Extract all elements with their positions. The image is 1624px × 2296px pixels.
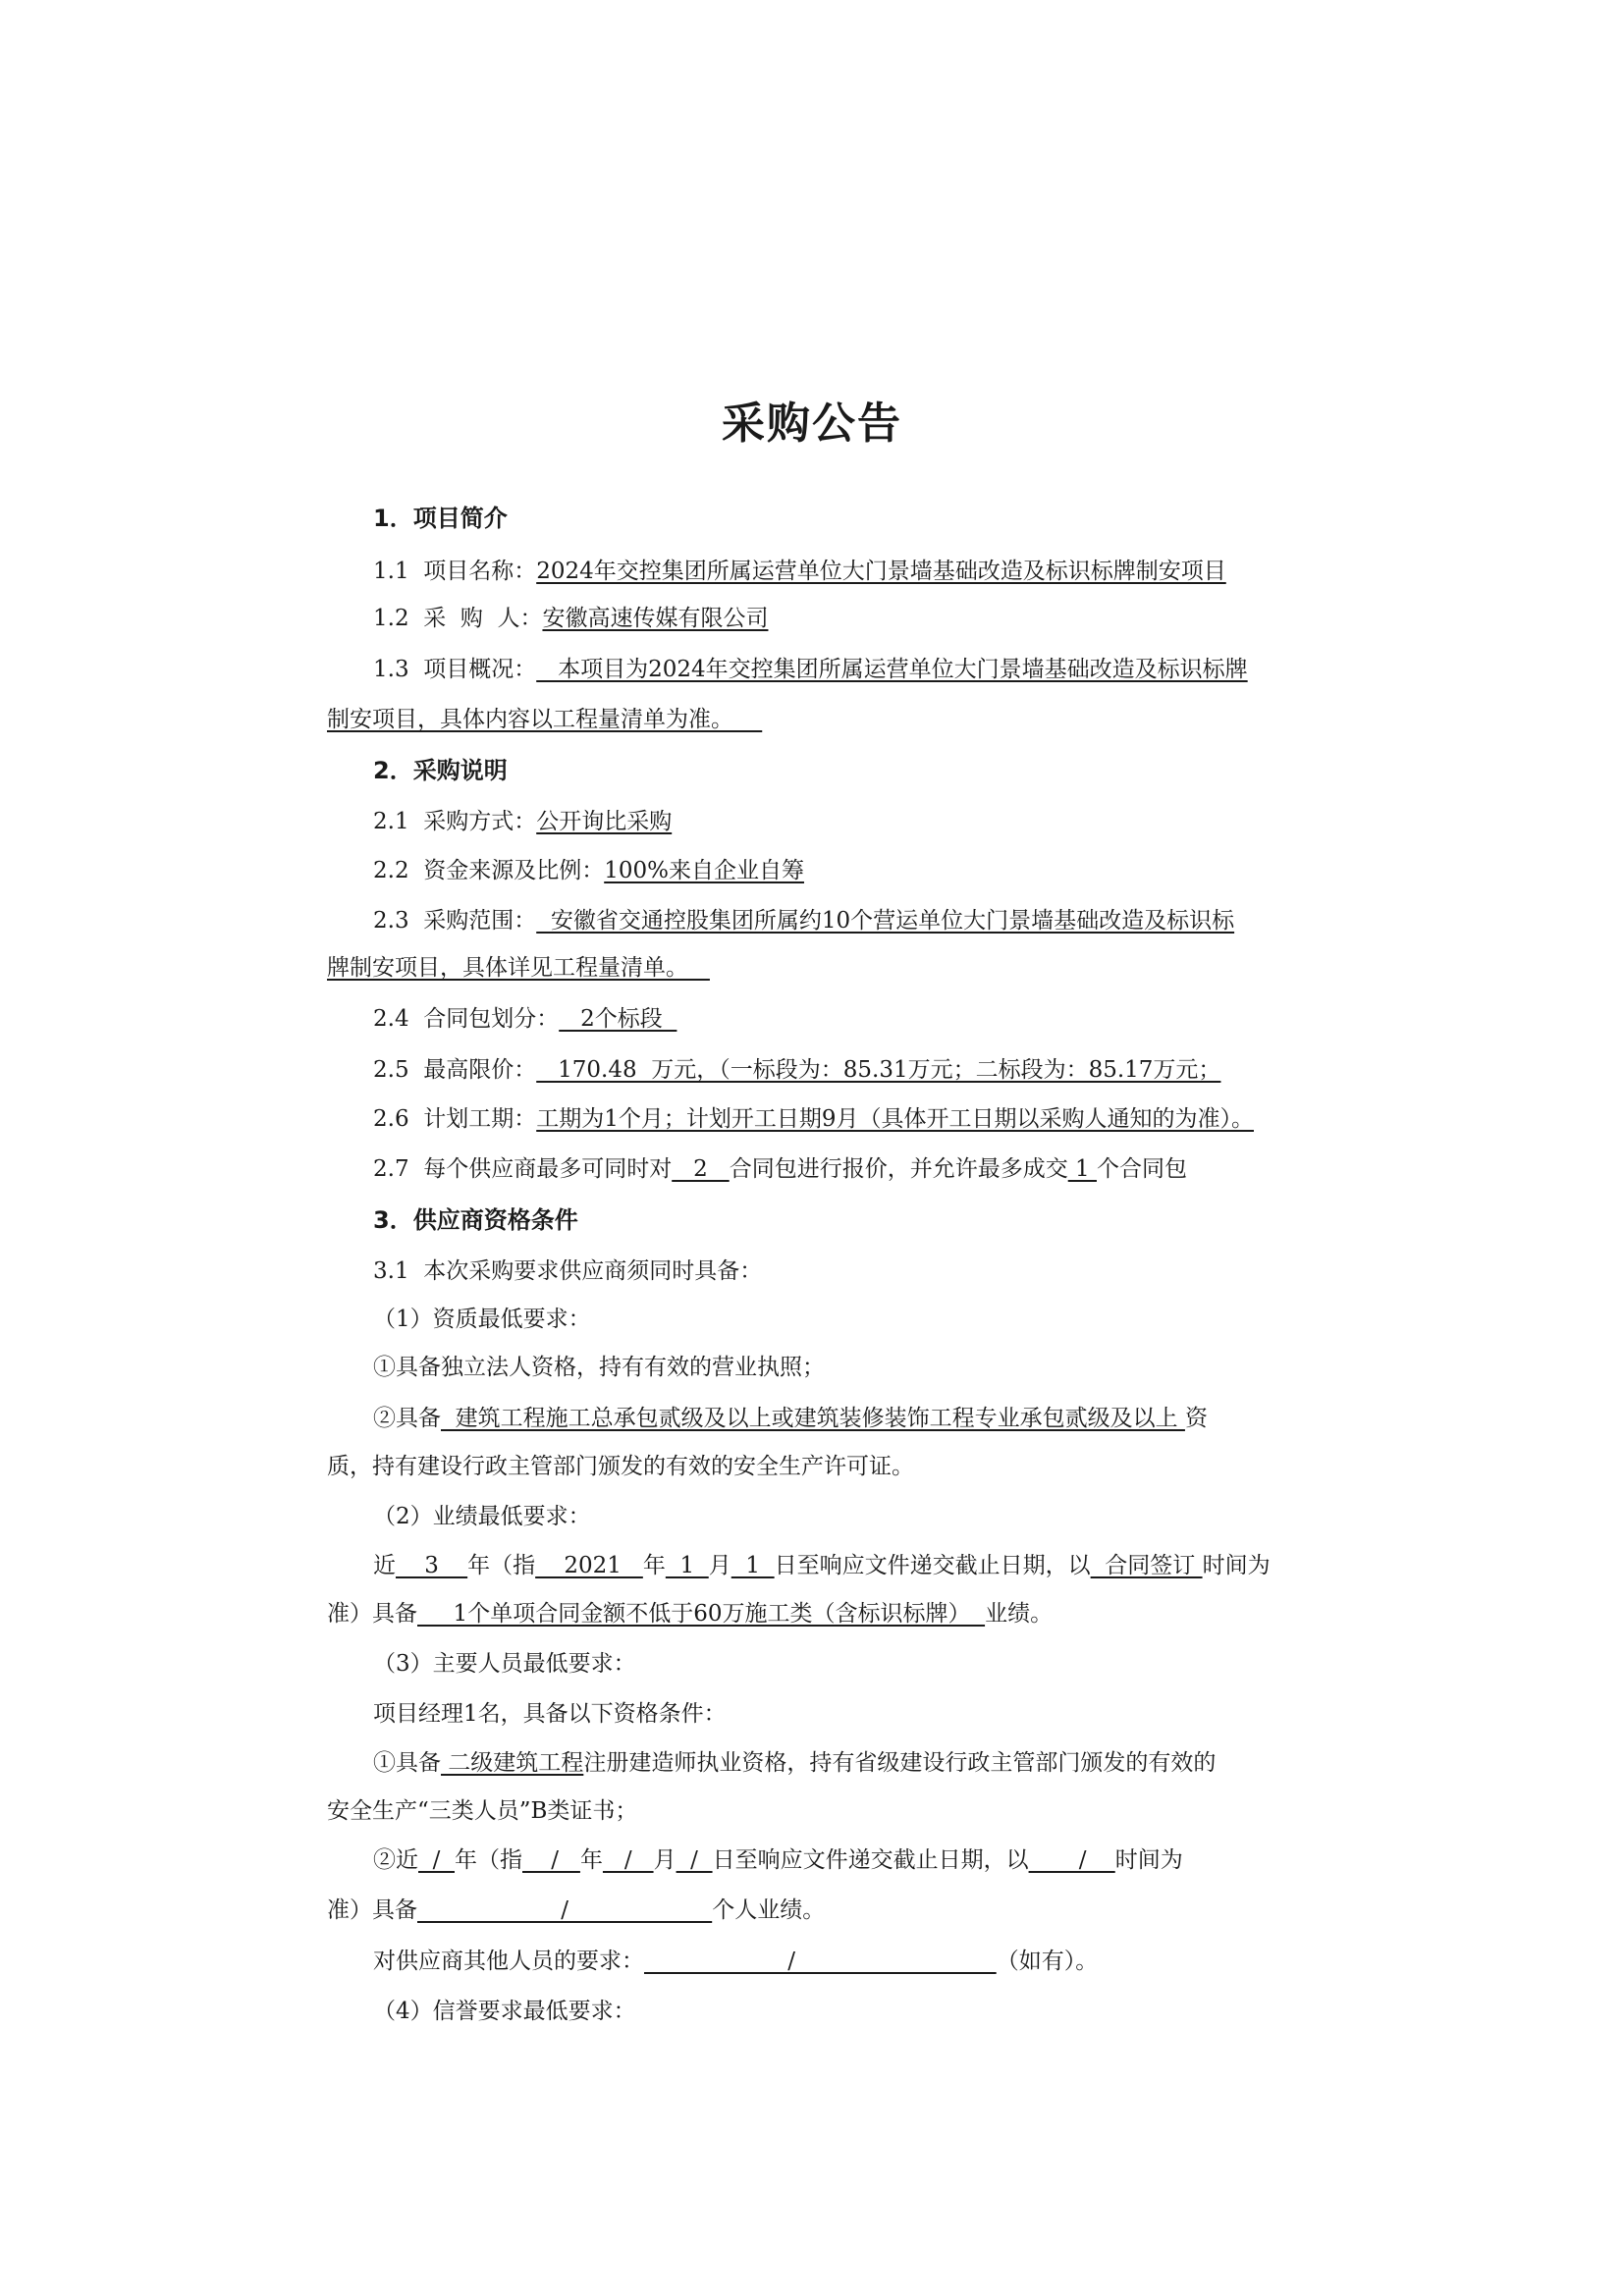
text-segment: ②具备: [373, 1406, 441, 1431]
section-heading: [373, 756, 508, 785]
text-line: [373, 807, 672, 836]
text-segment: 时间为: [1114, 1847, 1183, 1873]
filled-blank: 建筑工程施工总承包贰级及以上或建筑装修装饰工程专业承包贰级及以上: [441, 1406, 1185, 1431]
text-segment: 年（指: [467, 1553, 536, 1578]
text-segment: 合同包进行报价，并允许最多成交: [729, 1156, 1068, 1182]
text-line: [327, 953, 710, 983]
text-segment: 2.6 计划工期：: [373, 1106, 537, 1132]
text-segment: 2.3 采购范围：: [373, 908, 537, 934]
filled-blank: 170.48 万元，（一标段为：85.31万元；二标段为：85.17万元；: [536, 1057, 1221, 1083]
filled-blank: 2021: [535, 1553, 643, 1578]
text-segment: 1.1 项目名称：: [373, 559, 537, 584]
filled-blank: 2个标段: [559, 1006, 677, 1032]
text-line: [373, 856, 804, 885]
filled-blank: 二级建筑工程: [441, 1750, 584, 1776]
text-line: [327, 1896, 825, 1925]
text-segment: 年: [642, 1553, 666, 1578]
filled-blank: /: [1028, 1847, 1115, 1873]
filled-blank: 牌制安项目，具体详见工程量清单。: [327, 955, 710, 981]
text-line: [373, 1699, 727, 1729]
text-line: [327, 1452, 914, 1481]
text-segment: 日至响应文件递交截止日期，以: [774, 1553, 1091, 1578]
document-title: 采购公告: [722, 399, 902, 449]
text-line: [373, 557, 1226, 586]
text-segment: 1．项目简介: [373, 505, 508, 532]
text-line: [373, 1154, 1187, 1184]
text-line: [373, 1404, 1208, 1433]
section-heading: [373, 504, 508, 533]
filled-blank: /: [602, 1847, 654, 1873]
filled-blank: 100%来自企业自筹: [604, 858, 804, 883]
text-line: [373, 1947, 1098, 1976]
filled-blank: 2: [672, 1156, 730, 1182]
text-segment: （2）业绩最低要求：: [373, 1504, 591, 1529]
text-segment: 2.5 最高限价：: [373, 1057, 537, 1083]
filled-blank: /: [418, 1847, 455, 1873]
text-line: [327, 1599, 1053, 1629]
text-segment: （3）主要人员最低要求：: [373, 1651, 636, 1677]
text-segment: 安全生产“三类人员”B类证书；: [327, 1798, 638, 1824]
text-segment: 1.3 项目概况：: [373, 657, 537, 682]
text-segment: ①具备: [373, 1750, 441, 1776]
filled-blank: 工期为1个月；计划开工日期9月（具体开工日期以采购人通知的为准）。: [536, 1106, 1254, 1132]
filled-blank: /: [644, 1949, 997, 1974]
text-segment: 质，持有建设行政主管部门颁发的有效的安全生产许可证。: [327, 1454, 914, 1479]
text-segment: 3.1 本次采购要求供应商须同时具备：: [373, 1258, 763, 1284]
filled-blank: 本项目为2024年交控集团所属运营单位大门景墙基础改造及标识标牌: [536, 657, 1248, 682]
text-segment: 2.4 合同包划分：: [373, 1006, 560, 1032]
text-line: [373, 655, 1248, 684]
text-segment: 时间为: [1202, 1553, 1271, 1578]
text-line: [373, 604, 768, 633]
text-line: [373, 1502, 591, 1531]
filled-blank: 3: [396, 1553, 468, 1578]
text-line: [373, 1649, 636, 1679]
text-line: [327, 705, 762, 734]
text-segment: 月: [653, 1847, 677, 1873]
text-segment: 注册建造师执业资格，持有省级建设行政主管部门颁发的有效的: [583, 1750, 1217, 1776]
filled-blank: 安徽省交通控股集团所属约10个营运单位大门景墙基础改造及标识标: [536, 908, 1235, 934]
text-line: [373, 1845, 1183, 1875]
text-segment: 月: [708, 1553, 731, 1578]
text-segment: 准）具备: [327, 1897, 417, 1923]
text-segment: 个合同包: [1096, 1156, 1187, 1182]
filled-blank: /: [676, 1847, 713, 1873]
text-segment: 2.1 采购方式：: [373, 809, 537, 834]
text-segment: 2.2 资金来源及比例：: [373, 858, 605, 883]
text-line: [373, 1305, 591, 1334]
text-segment: 近: [373, 1553, 396, 1578]
filled-blank: 1: [665, 1553, 709, 1578]
text-line: [373, 1104, 1254, 1134]
text-line: [373, 1748, 1216, 1778]
text-segment: 2.7 每个供应商最多可同时对: [373, 1156, 673, 1182]
text-segment: 个人业绩。: [712, 1897, 826, 1923]
text-line: [373, 1256, 762, 1286]
text-segment: 年（指: [455, 1847, 522, 1873]
filled-blank: 安徽高速传媒有限公司: [542, 606, 769, 631]
text-segment: 资: [1184, 1406, 1208, 1431]
filled-blank: 2024年交控集团所属运营单位大门景墙基础改造及标识标牌制安项目: [536, 559, 1226, 584]
filled-blank: /: [522, 1847, 580, 1873]
text-line: [327, 1796, 637, 1826]
filled-blank: /: [417, 1897, 713, 1923]
text-segment: （如有）。: [996, 1949, 1099, 1974]
text-segment: （4）信誉要求最低要求：: [373, 1999, 636, 2024]
text-segment: 日至响应文件递交截止日期，以: [712, 1847, 1029, 1873]
text-segment: 2．采购说明: [373, 757, 508, 784]
text-segment: ①具备独立法人资格，持有有效的营业执照；: [373, 1355, 825, 1380]
text-segment: 年: [579, 1847, 603, 1873]
text-segment: ②近: [373, 1847, 418, 1873]
filled-blank: 制安项目，具体内容以工程量清单为准。: [327, 707, 763, 732]
text-segment: 准）具备: [327, 1601, 417, 1627]
section-heading: [373, 1205, 578, 1235]
text-segment: 业绩。: [985, 1601, 1054, 1627]
text-line: [373, 1551, 1271, 1580]
text-line: [373, 906, 1234, 935]
text-line: [373, 1997, 636, 2026]
text-segment: 1.2 采 购 人：: [373, 606, 543, 631]
filled-blank: 1: [1067, 1156, 1097, 1182]
text-segment: 对供应商其他人员的要求：: [373, 1949, 644, 1974]
filled-blank: 1: [731, 1553, 775, 1578]
filled-blank: 合同签订: [1090, 1553, 1203, 1578]
text-segment: （1）资质最低要求：: [373, 1307, 591, 1332]
filled-blank: 1个单项合同金额不低于60万施工类（含标识标牌）: [417, 1601, 986, 1627]
text-segment: 项目经理1名，具备以下资格条件：: [373, 1701, 727, 1727]
text-segment: 3．供应商资格条件: [373, 1206, 578, 1234]
text-line: [373, 1353, 825, 1382]
text-line: [373, 1004, 677, 1034]
text-line: [373, 1055, 1220, 1085]
filled-blank: 公开询比采购: [536, 809, 673, 834]
